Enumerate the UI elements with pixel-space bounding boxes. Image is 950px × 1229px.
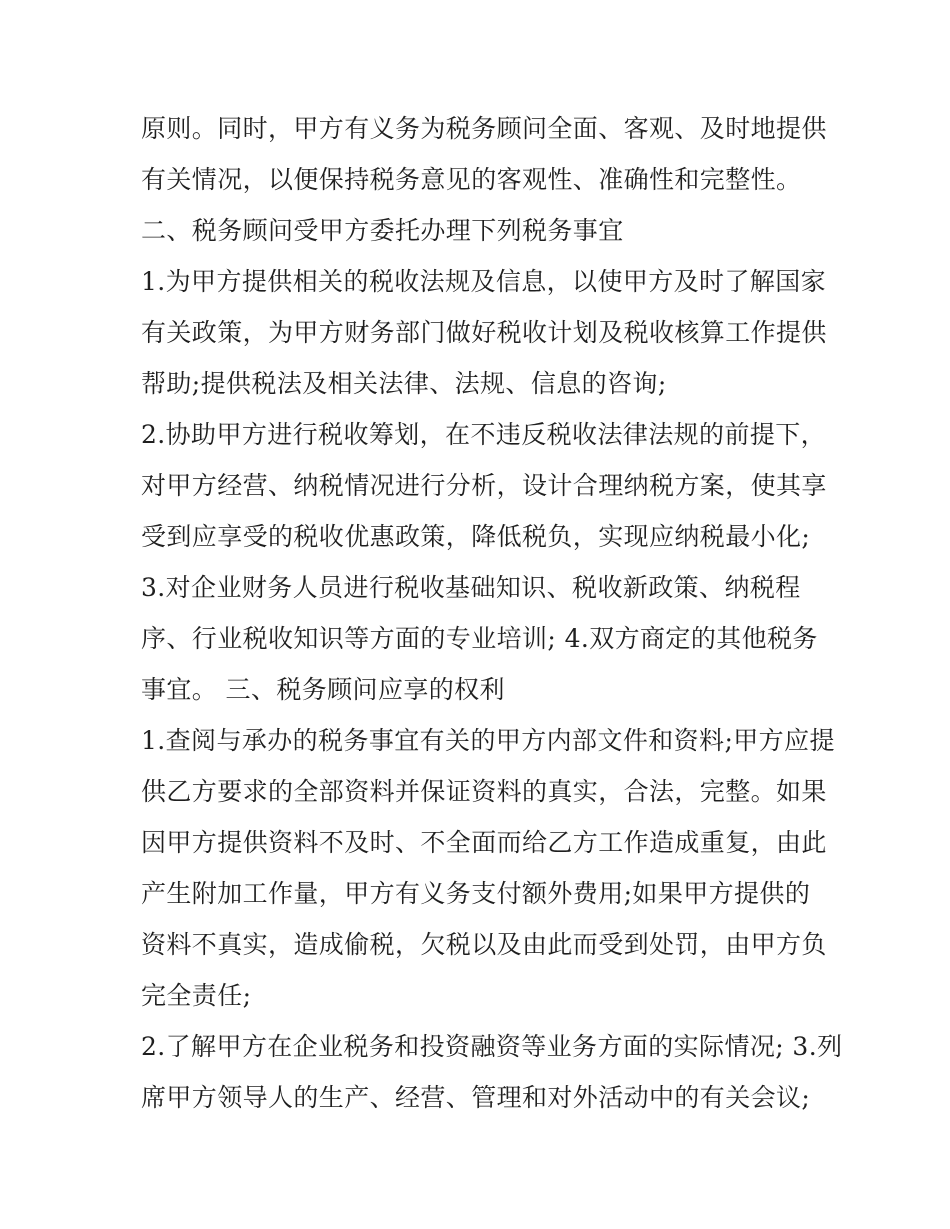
text-line: 事宜。 三、税务顾问应享的权利 [141,675,505,704]
text-line: 完全责任; [141,981,252,1010]
text-line: 3.对企业财务人员进行税收基础知识、税收新政策、纳税程 [141,573,801,602]
document-body [141,103,843,1123]
text-line: 产生附加工作量，甲方有义务支付额外费用;如果甲方提供的 [141,879,811,908]
text-line: 供乙方要求的全部资料并保证资料的真实，合法，完整。如果 [141,777,827,806]
text-line: 因甲方提供资料不及时、不全面而给乙方工作造成重复，由此 [141,828,827,857]
text-line: 有关情况，以便保持税务意见的客观性、准确性和完整性。 [141,165,802,194]
text-line: 序、行业税收知识等方面的专业培训; 4.双方商定的其他税务 [141,624,818,653]
section-heading: 二、税务顾问受甲方委托办理下列税务事宜 [141,216,624,245]
text-line: 帮助;提供税法及相关法律、法规、信息的咨询; [141,369,667,398]
text-line: 受到应享受的税收优惠政策，降低税负，实现应纳税最小化; [141,522,811,551]
text-line: 原则。同时，甲方有义务为税务顾问全面、客观、及时地提供 [141,114,827,143]
text-line: 对甲方经营、纳税情况进行分析，设计合理纳税方案，使其享 [141,471,827,500]
text-line: 有关政策，为甲方财务部门做好税收计划及税收核算工作提供 [141,318,827,347]
text-line: 1.查阅与承办的税务事宜有关的甲方内部文件和资料;甲方应提 [141,726,835,755]
text-line: 席甲方领导人的生产、经营、管理和对外活动中的有关会议; [141,1083,811,1112]
text-line: 2.了解甲方在企业税务和投资融资等业务方面的实际情况; 3.列 [141,1032,843,1061]
text-line: 1.为甲方提供相关的税收法规及信息，以使甲方及时了解国家 [141,267,827,296]
text-line: 2.协助甲方进行税收筹划，在不违反税收法律法规的前提下， [141,420,827,449]
text-line: 资料不真实，造成偷税，欠税以及由此而受到处罚，由甲方负 [141,930,827,959]
